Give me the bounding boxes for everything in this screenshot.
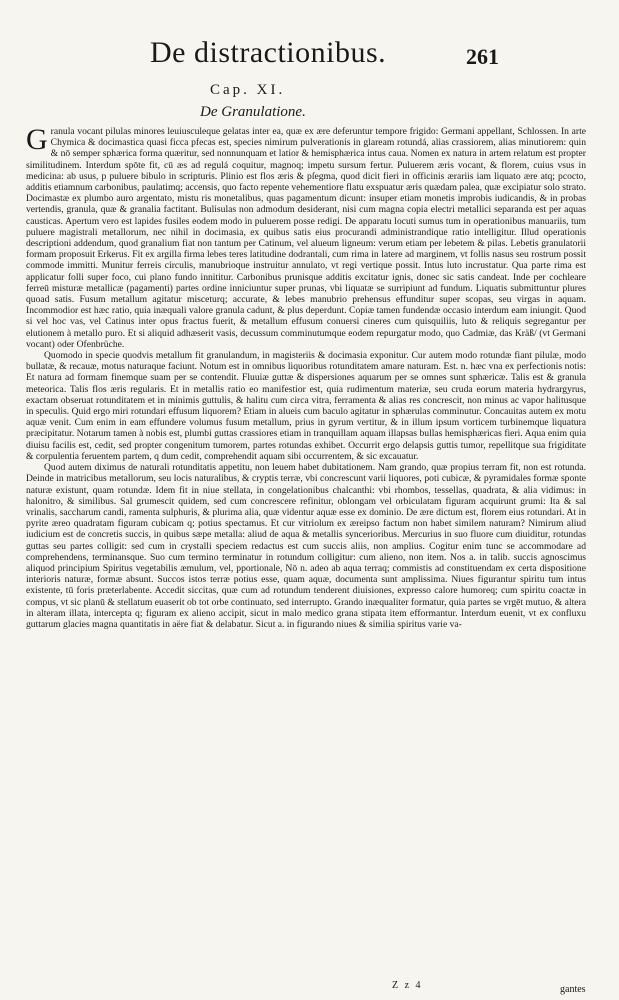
paragraph-1 [26, 123, 586, 350]
paragraph-1-text: ranula vocant pilulas minores leuiusculeque gelatas inter ea, quæ ex ære deferuntur tempore frigido: Germani appellant, Schlossen. In arte Chymica & docimastica quasi ficca pfecas est, species nimirum pulverationis in glaream rotundá, alias crassiorem, alias minutiorem: quin & nō semper sphærica forma quæritur, sed nonnunquam et latior & hemisphærica intus caua. Nomen ex natura in artem relatum est propter similitudinem. Interdum spōte fit, cū æs ad regulá coquitur, magnoq; impetu sursum fertur. Puluerem æris vocant, & florem, cuius vsus in medicina: ab usus, p puluere bibulo in scripturis. Plinio est flos æris & pſegma, quod dicit fieri in officinis ærariis iam liquato ære atq; pcocto, additis etiamnum carbonibus, paulatimq; accensis, quo facto repente vehementiore flatu exspuatur æris quædam palea, quæ excipiatur solo strato. Docimastæ ex plumbo auro argentato, mistu ris monetalibus, quas pagamentum dicunt: insuper etiam monetis improbis iudicandis, & in probas vertendis, granula, quæ & granalia factitant. Bulisulas non admodum desiderant, nisi cum magna copia electri metallici separanda est per aquas causticas. Apertum vero est lapides fusiles eodem modo in puluerem posse redigi. De apparatu locuti sumus tum in operationibus manuariis, tum puluere magistrali metallorum, nec nihil in docimasia, ex quibus satis eius procurandi administrandique ratio intelligitur. Illud operationis descriptioni addendum, quod granalium fiat non tantum per Catinum, vel alueum ligneum: verum etiam per lebetem & pilas. Lebetis granulatorii formam proposuit Erkerus. Fit ex argilla firma lebes teres latitudine dodrantali, cum rima in latere ad marginem, vt follis nasus seu rostrum possit commode immitti. Munitur ferreis circulis, manubrioque instruitur annulato, vt regi vertique possit. Intus luto incrustatur. Qua parte rima est applicatur folli super foco, cui plano fundo innititur. Carbonibus prunisque additis excitatur ignis, donec sic satis candeat. Inde per cochleare ferreū misturæ metallicæ (pagamenti) partes ordine inniciuntur super prunas, vbi liquatæ se surripiunt ad fundum. Liquatis submittuntur plures quoad satis. Fusum metallum agitatur misceturq; accurate, & lebes manubrio prehensus effunditur super scopas, seu virgas in aquam. Incommodior est hæc ratio, quia inæquali valore granula cadunt, & plus deperdunt. Copiæ tamen fundendæ occasio interdum eam iniungit. Quod si vel hoc vas, vel Catinus inter opus fractus fuerit, & metallum effusum conuersi cineres cum quisquiliis, luto & reliquis segregantur per elutionem à metallo puro. Et si aliquid adhæserit vasis, decussum comminutumque eodem repurgatur modo, quo Cadmiæ, das Kräß/ (vt Germani vocant) oder Ofenbrüche. [26, 126, 586, 350]
paragraph-3: Quod autem diximus de naturali rotunditatis appetitu, non leuem habet dubitationem. Nam grando, quæ propius terram fit, non est rotunda. Deinde in matricibus metallorum, seu locis naturalibus, & cryptis terræ, vbi concrescunt varii liquores, poti cubicæ, & pyramidales formæ sponte naturæ existunt, quam rotundæ. Idem fit in niue stellata, in congelationibus chalcanthi: vbi rhombos, tessellas, quadrata, & alia vidimus: in halonitro, & similibus. Sal grumescit quidem, sed cum concrescere refinitur, oblongam vel orbiculatam figuram acquirunt grumi: Ita & sal vrinalis, saccharum candi, ramenta sulphuris, & plurima alia, quæ videntur aquæ esse ex dominio. De ære dictum est, florem eius rotundari. At in pyrite æreo quadratam figuram cubicam q; potius spectamus. Et cur vitriolum ex æreipso factum non habet similem naturam? Nimirum aliud iudicium est de concretis succis, in quibus sæpe metalla: aliud de aqua & metallis syncerioribus. Mercurius in suo fluore cum diuiditur, rotundas guttas seu partes colligit: sed cum in crystalli speciem redactus est cum succis aliis, non amplius. Cogitur enim tunc se accommodare ad comprehendens, terminansque. Suo cum termino terminatur in rotundum colligitur: cum alieno, non item. Nos a. in talib. succis agnoscimus aliquod principium Spiritus vegetabilis æmulum, vel, pportionale, Nō n. adeo ab aqua terraq; commistis ad constituendam ex certa dispositione interioris naturæ, formæ absunt. Succos istos terræ potius esse, quam aquæ, documenta sunt amplissima. Niues figurantur spiritu tum intus existente, tū foris præterlabente. Accedit siccitas, quæ cum ad rotundum tenderent diuisiones, expresso calore humoreq; cum spiritu coactæ in compus, vt sic planū & stellatum euaserit ob tot orbe continuato, sed interrupto. Grando inæqualiter formatur, quia partes se vrgēt mutuo, & altera in alteram illata, intercepta q; figuram ex alieno accipit, sicut in malo medico grana stipata item efformantur. Interdum euenit, vt ex confluxu guttarum glacies magna quantitatis in aëre fiat & delabatur. Sicut a. in figurando niues & similia spiritus varie va- [26, 462, 586, 630]
paragraph-2: Quomodo in specie quodvis metallum fit granulandum, in magisteriis & docimasia exponitur. Cur autem modo rotundæ fiant pilulæ, modo bullatæ, & recauæ, motus naturaque faciunt. Notum est in omnibus liquoribus rotunditatem amare naturam. Est. n. hæc vna ex perfectionis notis: Et natura ad formam finemque suam per se contendit. Fluuiæ guttæ & dispersiones aquarum per se omnes sunt sphæricæ. Talis est & granula meteorica. Talis flos æris regularis. Et in metallis ratio eo manifestior est, quia rudimentum materiæ, seu cruda eorum materia hydrargyrus, exactam obseruat rotunditatem et in minimis guttulis, & halitu cum circa vitra, ferramenta & alias res concrescit, non minus ac vapor halitusque in speculis. Quid ergo miri rotundari effusum liquorem? Etiam in alueis cum baculo agitatur in sphærulas comminutur. Concauitas autem ex motu aquæ venit. Cum enim in eam effundere volumus fusum metallum, prius in gyrum vertitur, & in illum ipsum vorticem turbinemque liquatura præcipitatur. Notarum tamen à nobis est, plumbi guttas crassiores etiam in tranquillam aquam illapsas bullas hemisphæricas fieri. Aqua enim quia diuisu facilis est, cedit, sed propter congenitum tumorem, partes rotundas exhibet. Occurrit ergo delapsis guttis tumor, repellitque sua frigiditate & corpulentia feruentem partem, q dum cedit, comprehendit aquam sibi occurrentem, & sic excauatur. [26, 350, 586, 462]
page-number: 261 [466, 44, 499, 69]
section-title: De Granulatione. [200, 104, 306, 120]
chapter-heading: Cap. XI. [210, 82, 286, 98]
signature-mark: Z z 4 [392, 980, 423, 991]
catchword: gantes [560, 984, 586, 995]
drop-cap: G [26, 123, 48, 156]
running-head: De distractionibus. [150, 36, 387, 69]
body-text [26, 123, 586, 630]
